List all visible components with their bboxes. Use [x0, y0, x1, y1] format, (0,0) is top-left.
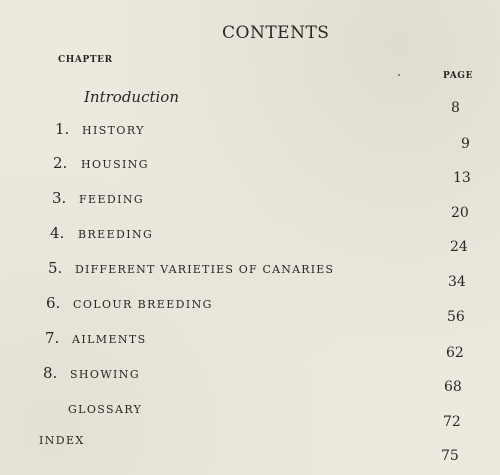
chapter-page: 62	[446, 345, 464, 361]
index-page: 75	[441, 448, 459, 464]
chapter-number: 7.	[45, 329, 60, 347]
chapter-page: 68	[444, 379, 462, 395]
page-title: CONTENTS	[222, 23, 330, 43]
chapter-page: 13	[453, 170, 471, 186]
glossary-page: 72	[443, 414, 461, 430]
chapter-number: 5.	[48, 259, 63, 277]
chapter-number: 6.	[46, 294, 61, 312]
chapter-page: 9	[461, 136, 470, 152]
chapter-number: 2.	[53, 154, 68, 172]
chapter-number: 3.	[52, 189, 67, 207]
chapter-title: FEEDING	[79, 193, 145, 206]
ink-speck	[398, 74, 400, 76]
chapter-column-header: CHAPTER	[58, 55, 113, 65]
index-label: INDEX	[39, 434, 85, 447]
chapter-title: AILMENTS	[72, 333, 147, 346]
chapter-page: 34	[448, 274, 466, 290]
chapter-page: 24	[450, 239, 468, 255]
glossary-label: GLOSSARY	[68, 403, 143, 416]
chapter-number: 4.	[50, 224, 65, 242]
chapter-number: 1.	[55, 120, 70, 138]
chapter-page: 56	[447, 309, 465, 325]
page-column-header: PAGE	[443, 71, 474, 81]
introduction-label: Introduction	[84, 88, 179, 106]
introduction-page: 8	[451, 100, 460, 116]
chapter-title: BREEDING	[78, 228, 154, 241]
chapter-number: 8.	[43, 364, 58, 382]
chapter-title: SHOWING	[70, 368, 141, 381]
chapter-title: HISTORY	[82, 124, 145, 137]
chapter-title: HOUSING	[81, 158, 149, 171]
chapter-title: DIFFERENT VARIETIES OF CANARIES	[75, 263, 335, 276]
chapter-page: 20	[451, 205, 469, 221]
chapter-title: COLOUR BREEDING	[73, 298, 213, 311]
